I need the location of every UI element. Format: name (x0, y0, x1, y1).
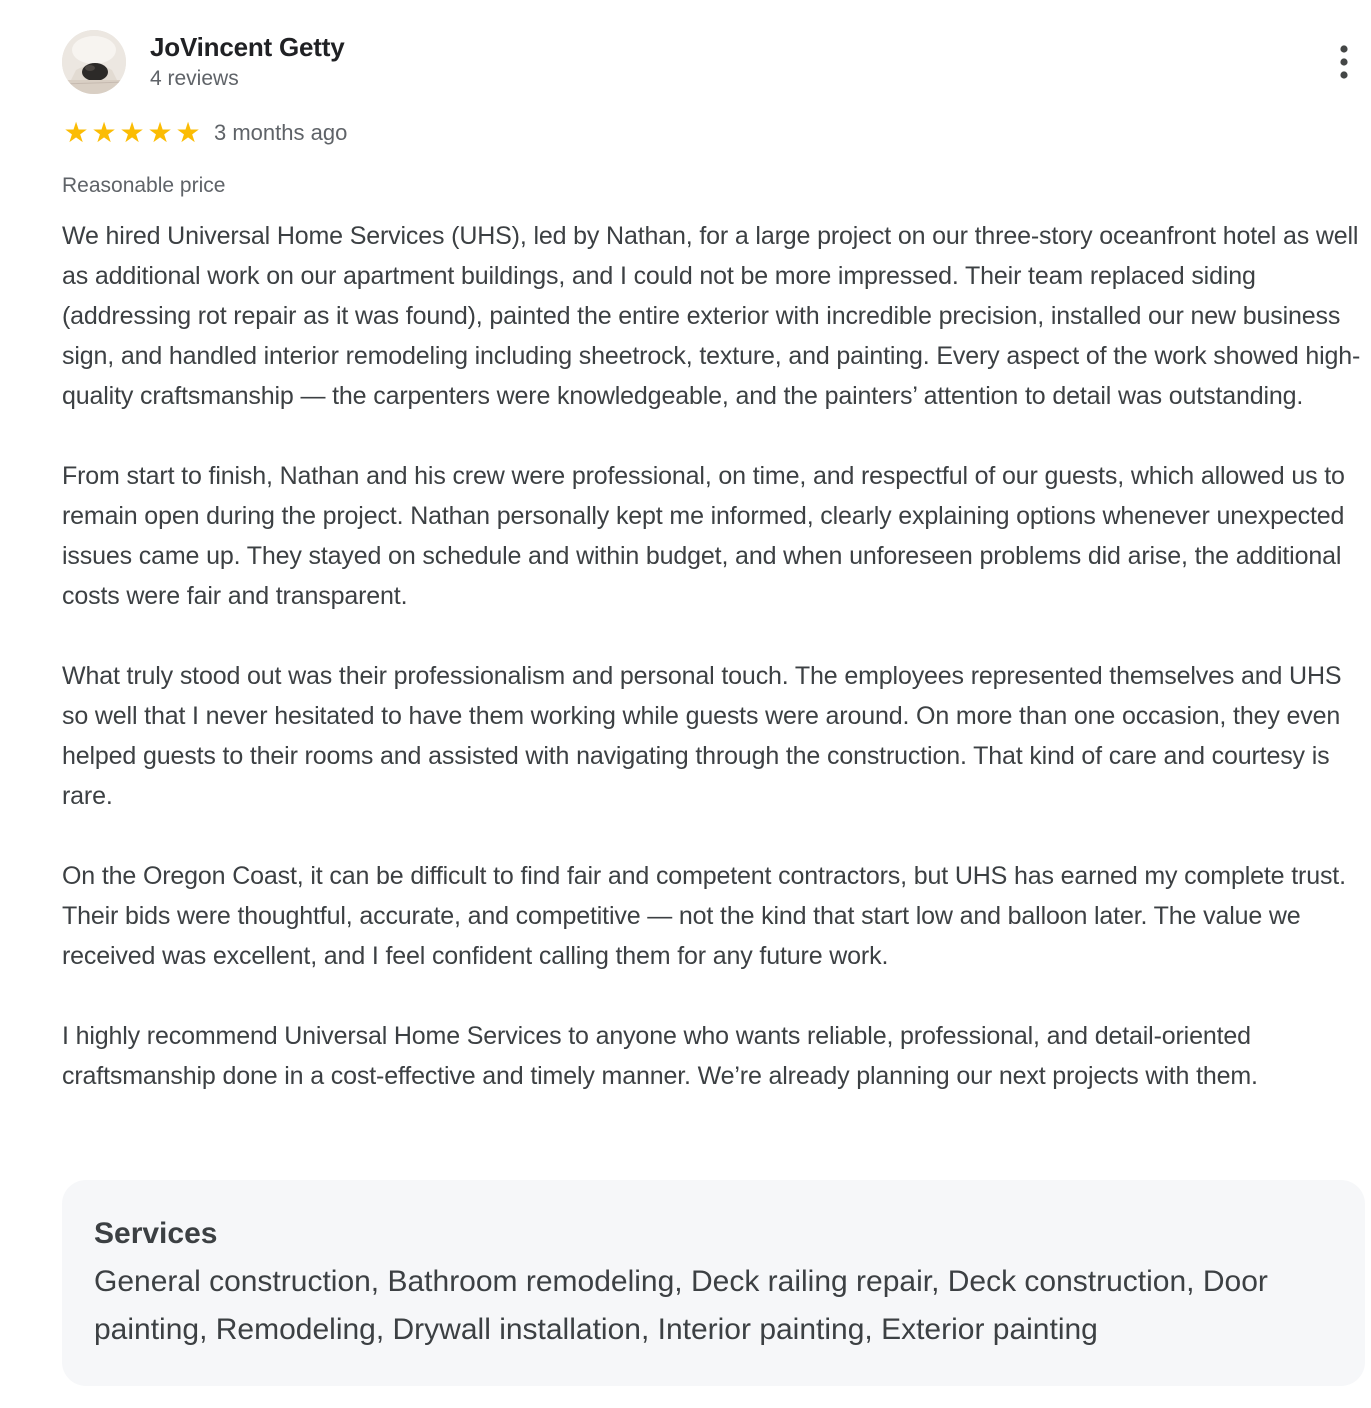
review-date: 3 months ago (214, 120, 348, 145)
more-options-button[interactable] (1329, 42, 1359, 82)
star-icon: ★ (63, 117, 89, 148)
review-card (62, 30, 1367, 1096)
review-paragraph: I highly recommend Universal Home Services to anyone who wants reliable, professional, and detail-oriented craftsmanship done in a cost-effective and timely manner. We’re already planning our next projects with them. (62, 1022, 1258, 1090)
reviewer-review-count: 4 reviews (150, 67, 239, 90)
reviewer-info (150, 32, 344, 94)
review-paragraph: What truly stood out was their professionalism and personal touch. The employees represented themselves and UHS so well that I never hesitated to have them working while guests were around. On more than one occasion, they even helped guests to their rooms and assisted with navigating through the construction. That kind of care and courtesy is rare. (62, 662, 1342, 810)
review-header (62, 30, 1367, 96)
star-rating (62, 118, 202, 148)
avatar[interactable] (62, 30, 126, 94)
star-icon: ★ (175, 117, 201, 148)
review-paragraph: From start to finish, Nathan and his crew were professional, on time, and respectful of our guests, which allowed us to remain open during the project. Nathan personally kept me informed, clearly explaining options whenever unexpected issues came up. They stayed on schedule and within budget, and when unforeseen problems did arise, the additional costs were fair and transparent. (62, 462, 1345, 610)
reviewer-name[interactable]: JoVincent Getty (150, 32, 345, 62)
services-list: General construction, Bathroom remodeling, Deck railing repair, Deck construction, Door painting, Remodeling, Drywall installation, Interior painting, Exterior painting (94, 1265, 1268, 1346)
review-paragraph: We hired Universal Home Services (UHS), led by Nathan, for a large project on our three-story oceanfront hotel as well as additional work on our apartment buildings, and I could not be more impressed. Their team replaced siding (addressing rot repair as it was found), painted the entire exterior with incredible precision, installed our new business sign, and handled interior remodeling including sheetrock, texture, and painting. Every aspect of the work showed high-quality craftsmanship — the carpenters were knowledgeable, and the painters’ attention to detail was outstanding. (62, 222, 1361, 410)
rating-row (62, 118, 1367, 148)
review-attribute: Reasonable price (62, 174, 226, 197)
star-icon: ★ (147, 117, 173, 148)
more-vert-icon (1339, 44, 1349, 80)
avatar-photo-icon (62, 30, 126, 94)
services-panel (62, 1180, 1365, 1386)
services-title: Services (94, 1217, 218, 1250)
review-paragraph: On the Oregon Coast, it can be difficult to find fair and competent contractors, but UHS has earned my complete trust. Their bids were thoughtful, accurate, and competitive — not the kind that start low and balloon later. The value we received was excellent, and I feel confident calling them for any future work. (62, 862, 1346, 970)
review-text (62, 216, 1367, 1096)
star-icon: ★ (119, 117, 145, 148)
star-icon: ★ (91, 117, 117, 148)
